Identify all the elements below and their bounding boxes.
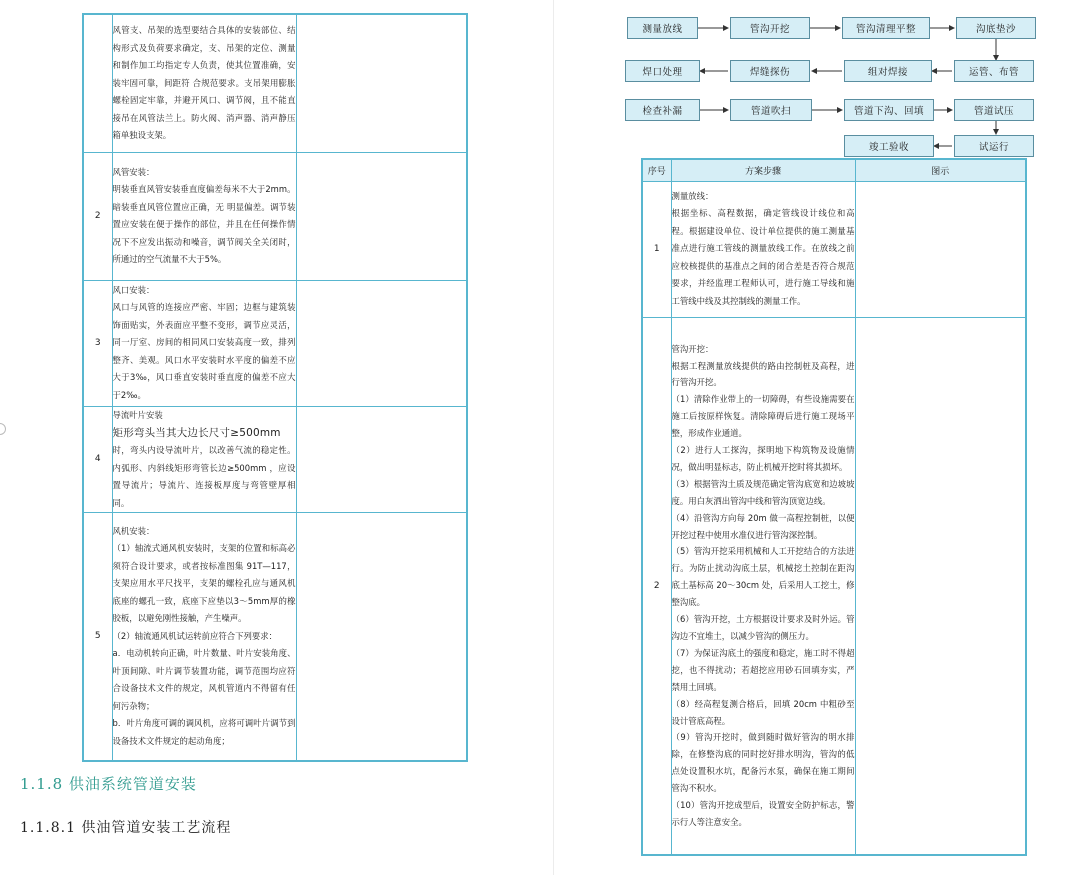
row-number: 2: [83, 152, 112, 280]
section-heading: 1.1.8 供油系统管道安装: [20, 775, 197, 793]
step-text: 风管安装： 明装垂直风管安装垂直度偏差每米不大于2mm。暗装垂直风管位置应正确，无 明显偏差。调节装置应安装在便于操作的部位，并且在任何操作情况下不应发出振动和噪音，调节阀关全关闭时，所通过的空气流量不大于5%。: [112, 166, 296, 264]
row-number: 3: [83, 280, 112, 406]
flow-node-pressure-test: 管道试压: [954, 99, 1034, 121]
left-spec-table: [82, 13, 468, 762]
illustration-cell: [296, 406, 467, 513]
step-text: [112, 14, 296, 152]
flow-node-lower-backfill: 管道下沟、回填: [844, 99, 934, 121]
step-body: 时，弯头内设导流叶片，以改善气流的稳定性。内弧形、内斜线矩形弯管长边≥500mm ，应设置导流片；导流片、连接板厚度与弯管壁厚相同。: [112, 445, 296, 508]
row-number: [83, 14, 112, 152]
step-text: 风机安装： （1）轴流式通风机安装时，支架的位置和标高必须符合设计要求，或者按标准图集 91T—117，支架应用水平尺找平，支架的螺栓孔应与通风机底座的螺孔一致，底座下应垫以3～5mm厚的橡胶板，以避免刚性接触，产生噪声。 （2）轴流通风机试运转前应符合下列要求： a．电动机转向正确，叶片数量、叶片安装角度、叶顶间隙、叶片调节装置功能，调节范围均应符合设备技术文件的规定，风机管道内不得留有任何污杂物； b．叶片角度可调的调风机，应将可调叶片调节到设备技术文件规定的起动角度；: [112, 525, 296, 746]
flow-node-trench-excavation: 管沟开挖: [730, 17, 810, 39]
table-row: [83, 406, 467, 513]
step-text: [112, 280, 296, 406]
page-gutter: [553, 0, 554, 875]
illustration-cell: [296, 280, 467, 406]
illustration-cell: [296, 513, 467, 761]
flow-node-trench-cleanup: 管沟清理平整: [842, 17, 930, 39]
illustration-cell: [855, 181, 1026, 317]
table-row: [83, 14, 467, 152]
margin-marker: [0, 423, 6, 435]
illustration-cell: [296, 152, 467, 280]
table-header-row: [642, 159, 1026, 181]
subsection-heading: 1.1.8.1 供油管道安装工艺流程: [20, 820, 232, 836]
flow-node-weld-inspection: 焊缝探伤: [730, 60, 810, 82]
step-text: [112, 406, 296, 513]
flow-node-pipe-transport: 运管、布管: [954, 60, 1034, 82]
flow-node-weld-treatment: 焊口处理: [625, 60, 700, 82]
right-page: [555, 0, 1080, 875]
flow-node-trial-run: 试运行: [954, 135, 1034, 157]
row-number: 4: [83, 406, 112, 513]
column-header-number: 序号: [642, 159, 671, 181]
step-text: [112, 513, 296, 761]
table-row: [642, 181, 1026, 317]
table-row: [83, 152, 467, 280]
step-text: 管沟开挖： 根据工程测量放线提供的路由控制桩及高程，进行管沟开挖。 （1）清除作业带上的一切障碍，有些设施需要在施工后按原样恢复。清除障碍后进行施工现场平整，形成作业通道。 （2）进行人工探沟，探明地下构筑物及设施情况，做出明显标志，防止机械开挖时将其损坏。 （3）根据管沟土质及规范确定管沟底宽和边坡坡度。用白灰洒出管沟中线和管沟顶宽边线。 （4）沿管沟方向每 20m 做一高程控制桩，以便开挖过程中使用水准仪进行管沟深控制。 （5）管沟开挖采用机械和人工开挖结合的方法进行。为防止扰动沟底土层，机械挖土控制在距沟底土基标高 20～30cm 处，后采用人工挖土，修整沟底。 （6）管沟开挖，土方根据设计要求及时外运。管沟边不宜堆土，以减少管沟的侧压力。 （7）为保证沟底土的强度和稳定，施工时不得超挖，也不得扰动；若超挖应用砂石回填夯实，严禁用土回填。 （8）经高程复测合格后，回填 20cm 中粗砂至设计管底高程。 （9）管沟开挖时，做到随时做好管沟的明水排除，在修整沟底的同时挖好排水明沟，管沟的低点处设置积水坑，配备污水泵，确保在施工期间管沟不积水。 （10）管沟开挖成型后，设置安全防护标志，警示行人等注意安全。: [671, 343, 855, 827]
column-header-illustration: 图示: [855, 159, 1026, 181]
step-text: 风口安装： 风口与风管的连接应严密、牢固；边框与建筑装饰面贴实，外表面应平整不变形，调节应灵活，同一厅室、房间的相同风口安装高度一致，排列整齐、美观。风口水平安装时水平度的偏差不应大于3‰，风口垂直安装时垂直度的偏差不应大于2‰。: [112, 284, 296, 400]
flow-node-sand-bedding: 沟底垫沙: [956, 17, 1036, 39]
row-number: 2: [642, 317, 671, 855]
flow-node-pipe-purge: 管道吹扫: [730, 99, 812, 121]
flow-node-fit-up-welding: 组对焊接: [844, 60, 932, 82]
column-header-steps: 方案步骤: [671, 159, 855, 181]
step-text: [671, 317, 855, 855]
table-row: [83, 280, 467, 406]
flow-node-final-acceptance: 竣工验收: [844, 135, 934, 157]
step-text: 测量放线： 根据坐标、高程数据，确定管线设计线位和高程。根据建设单位、设计单位提供的施工测量基准点进行施工管线的测量放线工作。在放线之前应校核提供的基准点之间的闭合差是否符合规范要求，并经监理工程师认可，进行施工导线和施工管线中线及其控制线的测量工作。: [671, 190, 855, 306]
illustration-cell: [855, 317, 1026, 855]
row-number: 5: [83, 513, 112, 761]
illustration-cell: [296, 14, 467, 152]
flow-node-leak-check: 检查补漏: [625, 99, 700, 121]
step-title: 导流叶片安装: [112, 409, 163, 420]
row-number: 1: [642, 181, 671, 317]
step-text: [112, 152, 296, 280]
step-text: 风管支、吊架的选型要结合具体的安装部位、结构形式及负荷要求确定，支、吊架的定位、测量和制作加工均指定专人负责，使其位置准确，安装牢固可靠，间距符 合规范要求。支吊架用膨胀螺栓固定牢靠，并避开风口、调节阀，且不能直接吊在风管法兰上。防火阀、消声器、消声静压箱单独设支架。: [112, 25, 296, 140]
right-spec-table: [641, 158, 1027, 856]
step-emphasis: 矩形弯头当其大边长尺寸≥500mm: [112, 427, 281, 439]
table-row: [642, 317, 1026, 855]
flow-node-survey: 测量放线: [627, 17, 698, 39]
step-text: [671, 181, 855, 317]
table-row: [83, 513, 467, 761]
